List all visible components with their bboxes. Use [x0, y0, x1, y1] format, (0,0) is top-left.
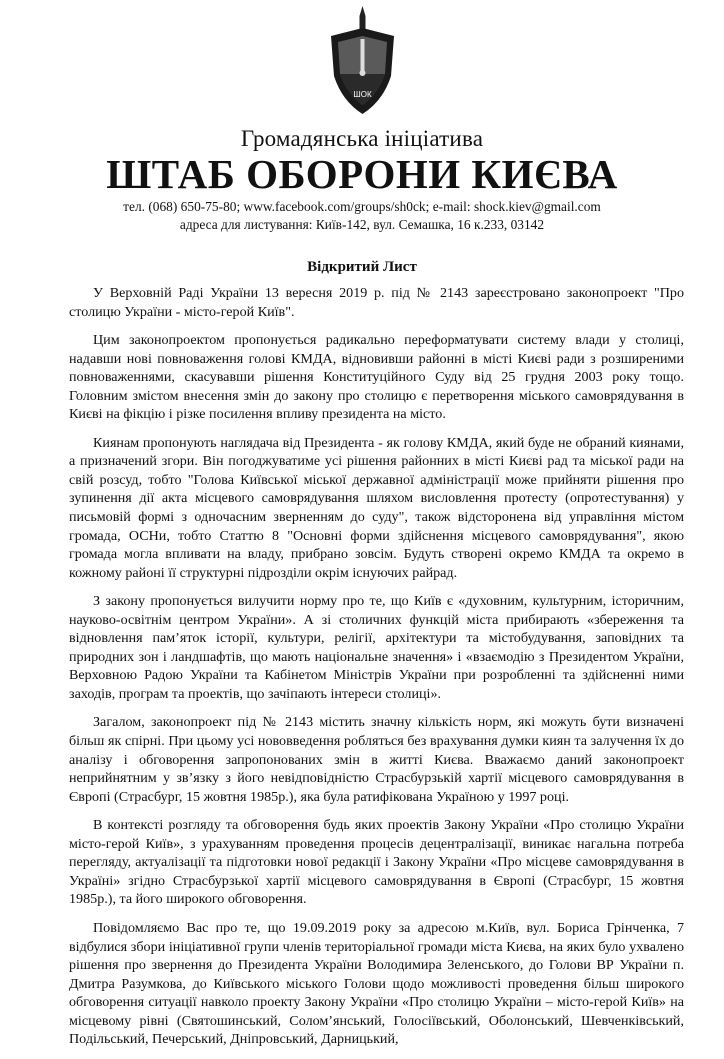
- letter-body: [69, 284, 684, 1059]
- letter-paragraph: Киянам пропонують наглядача від Президента - як голову КМДА, який буде не обраний киянами, а призначений згори. Він погоджуватиме усі рішення районних в місті Києві рад та міської ради на свій розсуд, тобто "Голова Київської міської державної адміністрації може прийняти рішення про зупинення дії акта місцевого самоврядування шляхом висловлення протесту (опротестування) у письмовій формі з одночасним зверненням до суду", також відсторонена від управління містом громада, ОСНи, тобто Статтю 8 "Основні форми здійснення місцевого самоврядування", якою громада могла впливати на владу, прибрано зовсім. Будуть створені окремо КМДА та окремо в кожному районі її структурні підрозділи окрім існуючих райрад.: [69, 434, 684, 581]
- organization-subtitle: Громадянська ініціатива: [240, 126, 484, 151]
- letter-paragraph: З закону пропонується вилучити норму про те, що Київ є «духовним, культурним, історичним, науково-освітнім центром України». А зі столичних функцій міста прибирають «збереження та відновлення пам’яток історії, культури, релігії, архітектури та містобудування, заповідних та природних зон і ландшафтів, що мають національне значення» і «взаємодію з Президентом України, Верховною Радою України та Кабінетом Міністрів України при розробленні та здійсненні ними заходів, програм та проектів, що зачіпають інтереси столиці».: [69, 593, 684, 702]
- letter-paragraph: Загалом, законопроект під № 2143 містить значну кількість норм, які можуть бути визначені більш як спірні. При цьому усі нововведення робляться без врахування думки киян та залучення їх до аналізу і обговорення запропонованих змін в житті Києва. Вважаємо даний законопроект неприйнятним у зв’язку з його невідповідністю Страсбурзькій хартії місцевого самоврядування в Європі (Страсбург, 15 жовтня 1985р.), яка була ратифікована Україною у 1997 році.: [69, 714, 684, 805]
- contact-line-postal-address: адреса для листування: Київ-142, вул. Семашка, 16 к.233, 03142: [179, 217, 545, 232]
- letter-title: Відкритий Лист: [307, 259, 417, 275]
- organization-title: ШТАБ ОБОРОНИ КИЄВА: [106, 151, 618, 197]
- letter-paragraph: В контексті розгляду та обговорення будь яких проектів Закону України «Про столицю України місто-герой Київ», з урахуванням проведення процесів децентралізації, виникає нагальна потреба перегляду, актуалізації та підготовки нової редакції і Закону України «Про місцеве самоврядування в Україні» згідно Страсбурзької хартії місцевого самоврядування в Європі (Страсбург, 15 жовтня 1985р.), та його широкого обговорення.: [69, 817, 684, 908]
- sword-shield-emblem-icon: [325, 6, 400, 118]
- letter-paragraph: Цим законопроектом пропонується радикально переформатувати систему влади у столиці, надавши нові повноваження голові КМДА, відновивши районні в місті Києві ради з розширеними повноваженнями, скасувавши рішення Конституційного Суду від 25 грудня 2003 року тощо. Головним змістом внесення змін до закону про столицю є перетворення міського самоврядування в Києві на фікцію і різке посилення впливу президента на місто.: [69, 332, 684, 423]
- letter-paragraph: Повідомляємо Вас про те, що 19.09.2019 року за адресою м.Київ, вул. Бориса Грінченка, 7 відбулися збори ініціативної групи членів територіальної громади міста Києва, на яких було ухвалено рішення про звернення до Президента України Володимира Зеленського, до Голови ВР України п. Дмитра Разумкова, до Київського міського Голови щодо можливості проведення більш широкого обговорення ситуації навколо проекту Закону України «Про столицю України – місто-герой Київ» на місцевому рівні (Святошинський, Солом’янський, Голосіївський, Оболонський, Шевченківський, Подільський, Печерський, Дніпровський, Дарницький,: [69, 919, 684, 1048]
- letter-paragraph: У Верховній Раді України 13 вересня 2019 р. під № 2143 зареєстровано законопроект "Про столицю України - місто-герой Київ".: [69, 285, 684, 320]
- contact-line-phone-web-email: тел. (068) 650-75-80; www.facebook.com/groups/sh0ck; e-mail: shock.kiev@gmail.com: [123, 199, 601, 214]
- emblem-label: ШОК: [353, 90, 372, 99]
